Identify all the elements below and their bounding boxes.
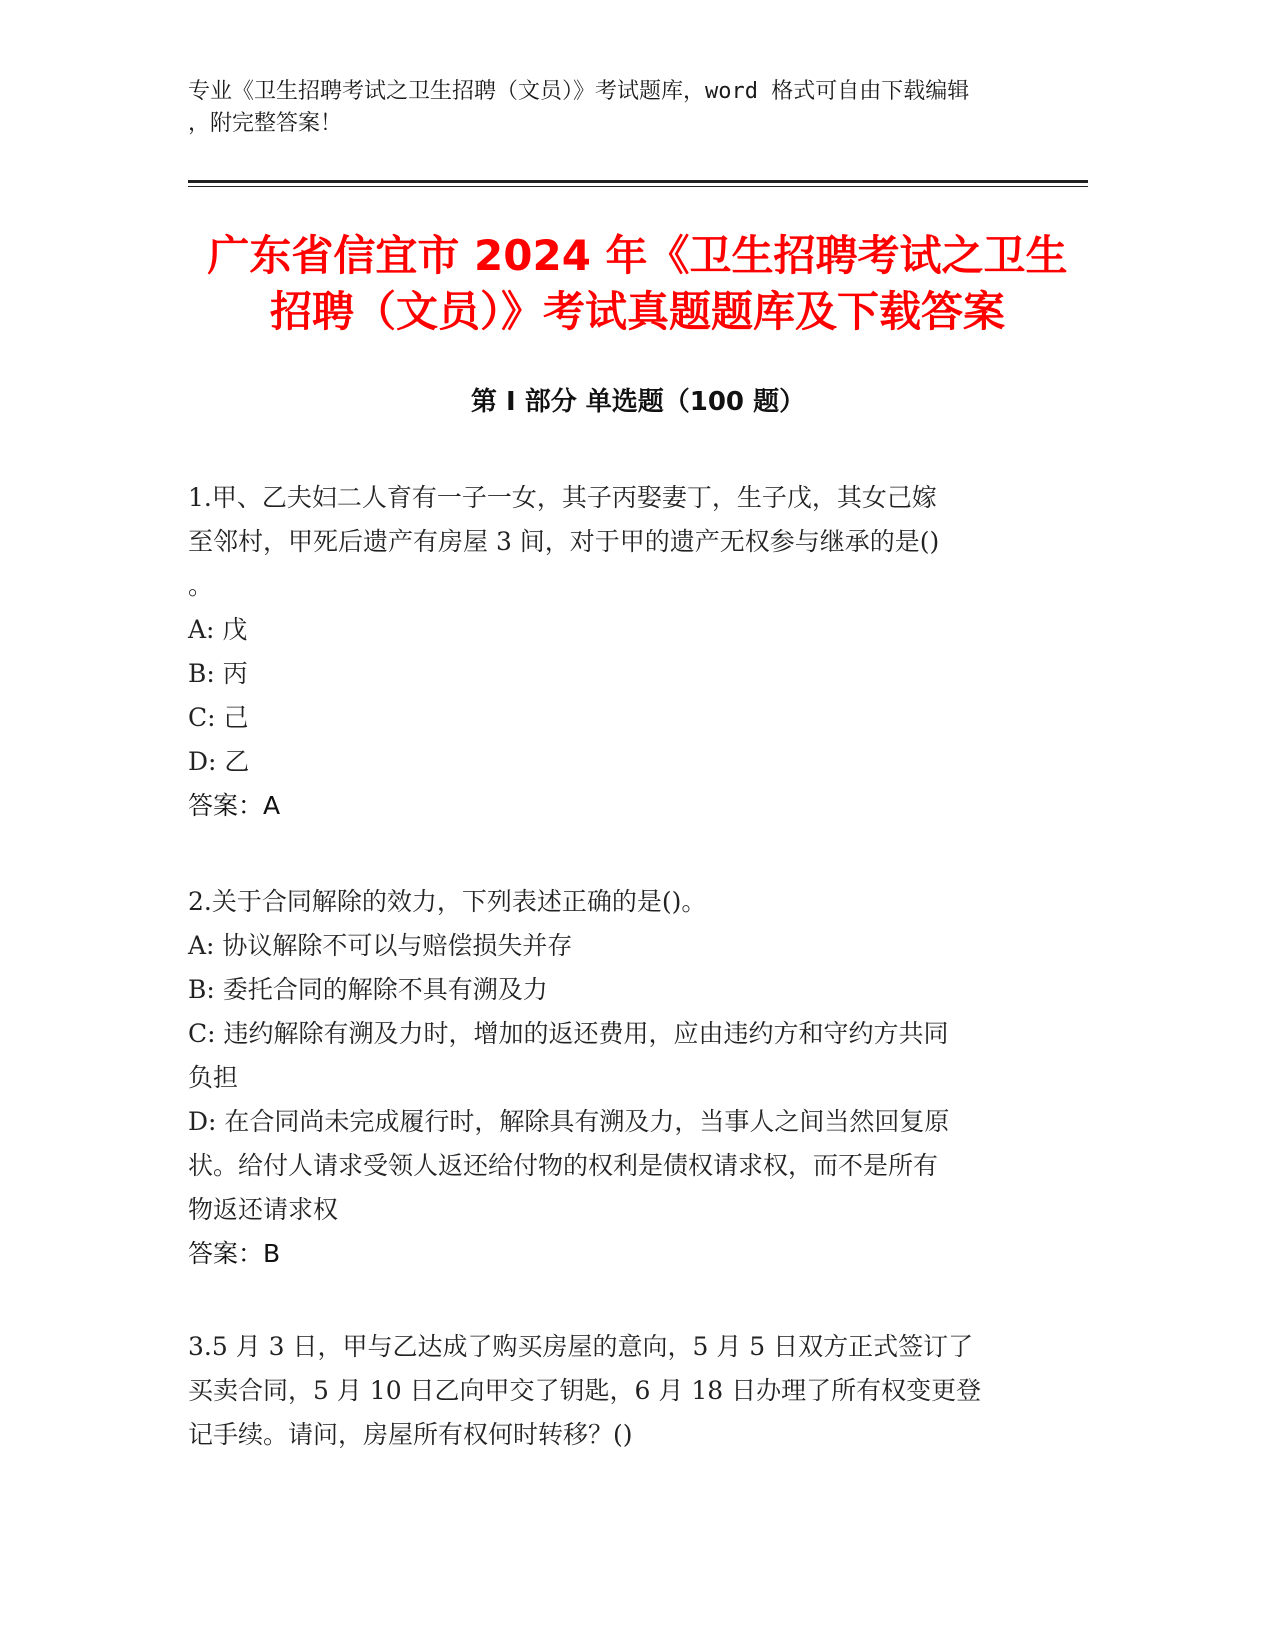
document-title bbox=[160, 228, 1115, 340]
option-d-cont: 物返还请求权 bbox=[188, 1195, 339, 1224]
header-note bbox=[188, 76, 1088, 140]
option-b: B: 丙 bbox=[188, 659, 248, 688]
question-stem-line: 记手续。请问，房屋所有权何时转移？() bbox=[188, 1420, 633, 1449]
question-stem-line: 。 bbox=[188, 571, 214, 600]
question-2 bbox=[188, 880, 1088, 1276]
header-divider-thin bbox=[188, 186, 1088, 187]
option-c: C: 违约解除有溯及力时，增加的返还费用，应由违约方和守约方共同 bbox=[188, 1019, 949, 1048]
question-stem-line: 3.5 月 3 日，甲与乙达成了购买房屋的意向，5 月 5 日双方正式签订了 bbox=[188, 1332, 974, 1361]
option-b: B: 委托合同的解除不具有溯及力 bbox=[188, 975, 548, 1004]
answer: 答案：A bbox=[188, 791, 281, 820]
header-divider bbox=[188, 180, 1088, 183]
option-a: A: 戊 bbox=[188, 615, 248, 644]
answer: 答案：B bbox=[188, 1239, 281, 1268]
section-title: 第 I 部分 单选题（100 题） bbox=[470, 387, 806, 417]
document-title-line: 广东省信宜市 2024 年《卫生招聘考试之卫生 bbox=[207, 231, 1068, 280]
question-3 bbox=[188, 1325, 1088, 1457]
question-stem-line: 至邻村，甲死后遗产有房屋 3 间，对于甲的遗产无权参与继承的是() bbox=[188, 527, 940, 556]
option-a: A: 协议解除不可以与赔偿损失并存 bbox=[188, 931, 573, 960]
header-note-line: ，附完整答案！ bbox=[188, 111, 343, 136]
option-d-cont: 状。给付人请求受领人返还给付物的权利是债权请求权，而不是所有 bbox=[188, 1151, 939, 1180]
option-c: C: 己 bbox=[188, 703, 249, 732]
document-title-line: 招聘（文员）》考试真题题库及下载答案 bbox=[269, 287, 1005, 336]
question-stem-line: 买卖合同，5 月 10 日乙向甲交了钥匙，6 月 18 日办理了所有权变更登 bbox=[188, 1376, 982, 1405]
option-c-cont: 负担 bbox=[188, 1063, 239, 1092]
question-stem-line: 2.关于合同解除的效力，下列表述正确的是()。 bbox=[188, 887, 707, 916]
option-d: D: 在合同尚未完成履行时，解除具有溯及力，当事人之间当然回复原 bbox=[188, 1107, 950, 1136]
option-d: D: 乙 bbox=[188, 747, 250, 776]
question-1 bbox=[188, 476, 1088, 828]
question-stem-line: 1.甲、乙夫妇二人育有一子一女，其子丙娶妻丁，生子戊，其女己嫁 bbox=[188, 483, 937, 512]
header-note-line: 专业《卫生招聘考试之卫生招聘（文员）》考试题库，word 格式可自由下载编辑 bbox=[188, 79, 970, 104]
